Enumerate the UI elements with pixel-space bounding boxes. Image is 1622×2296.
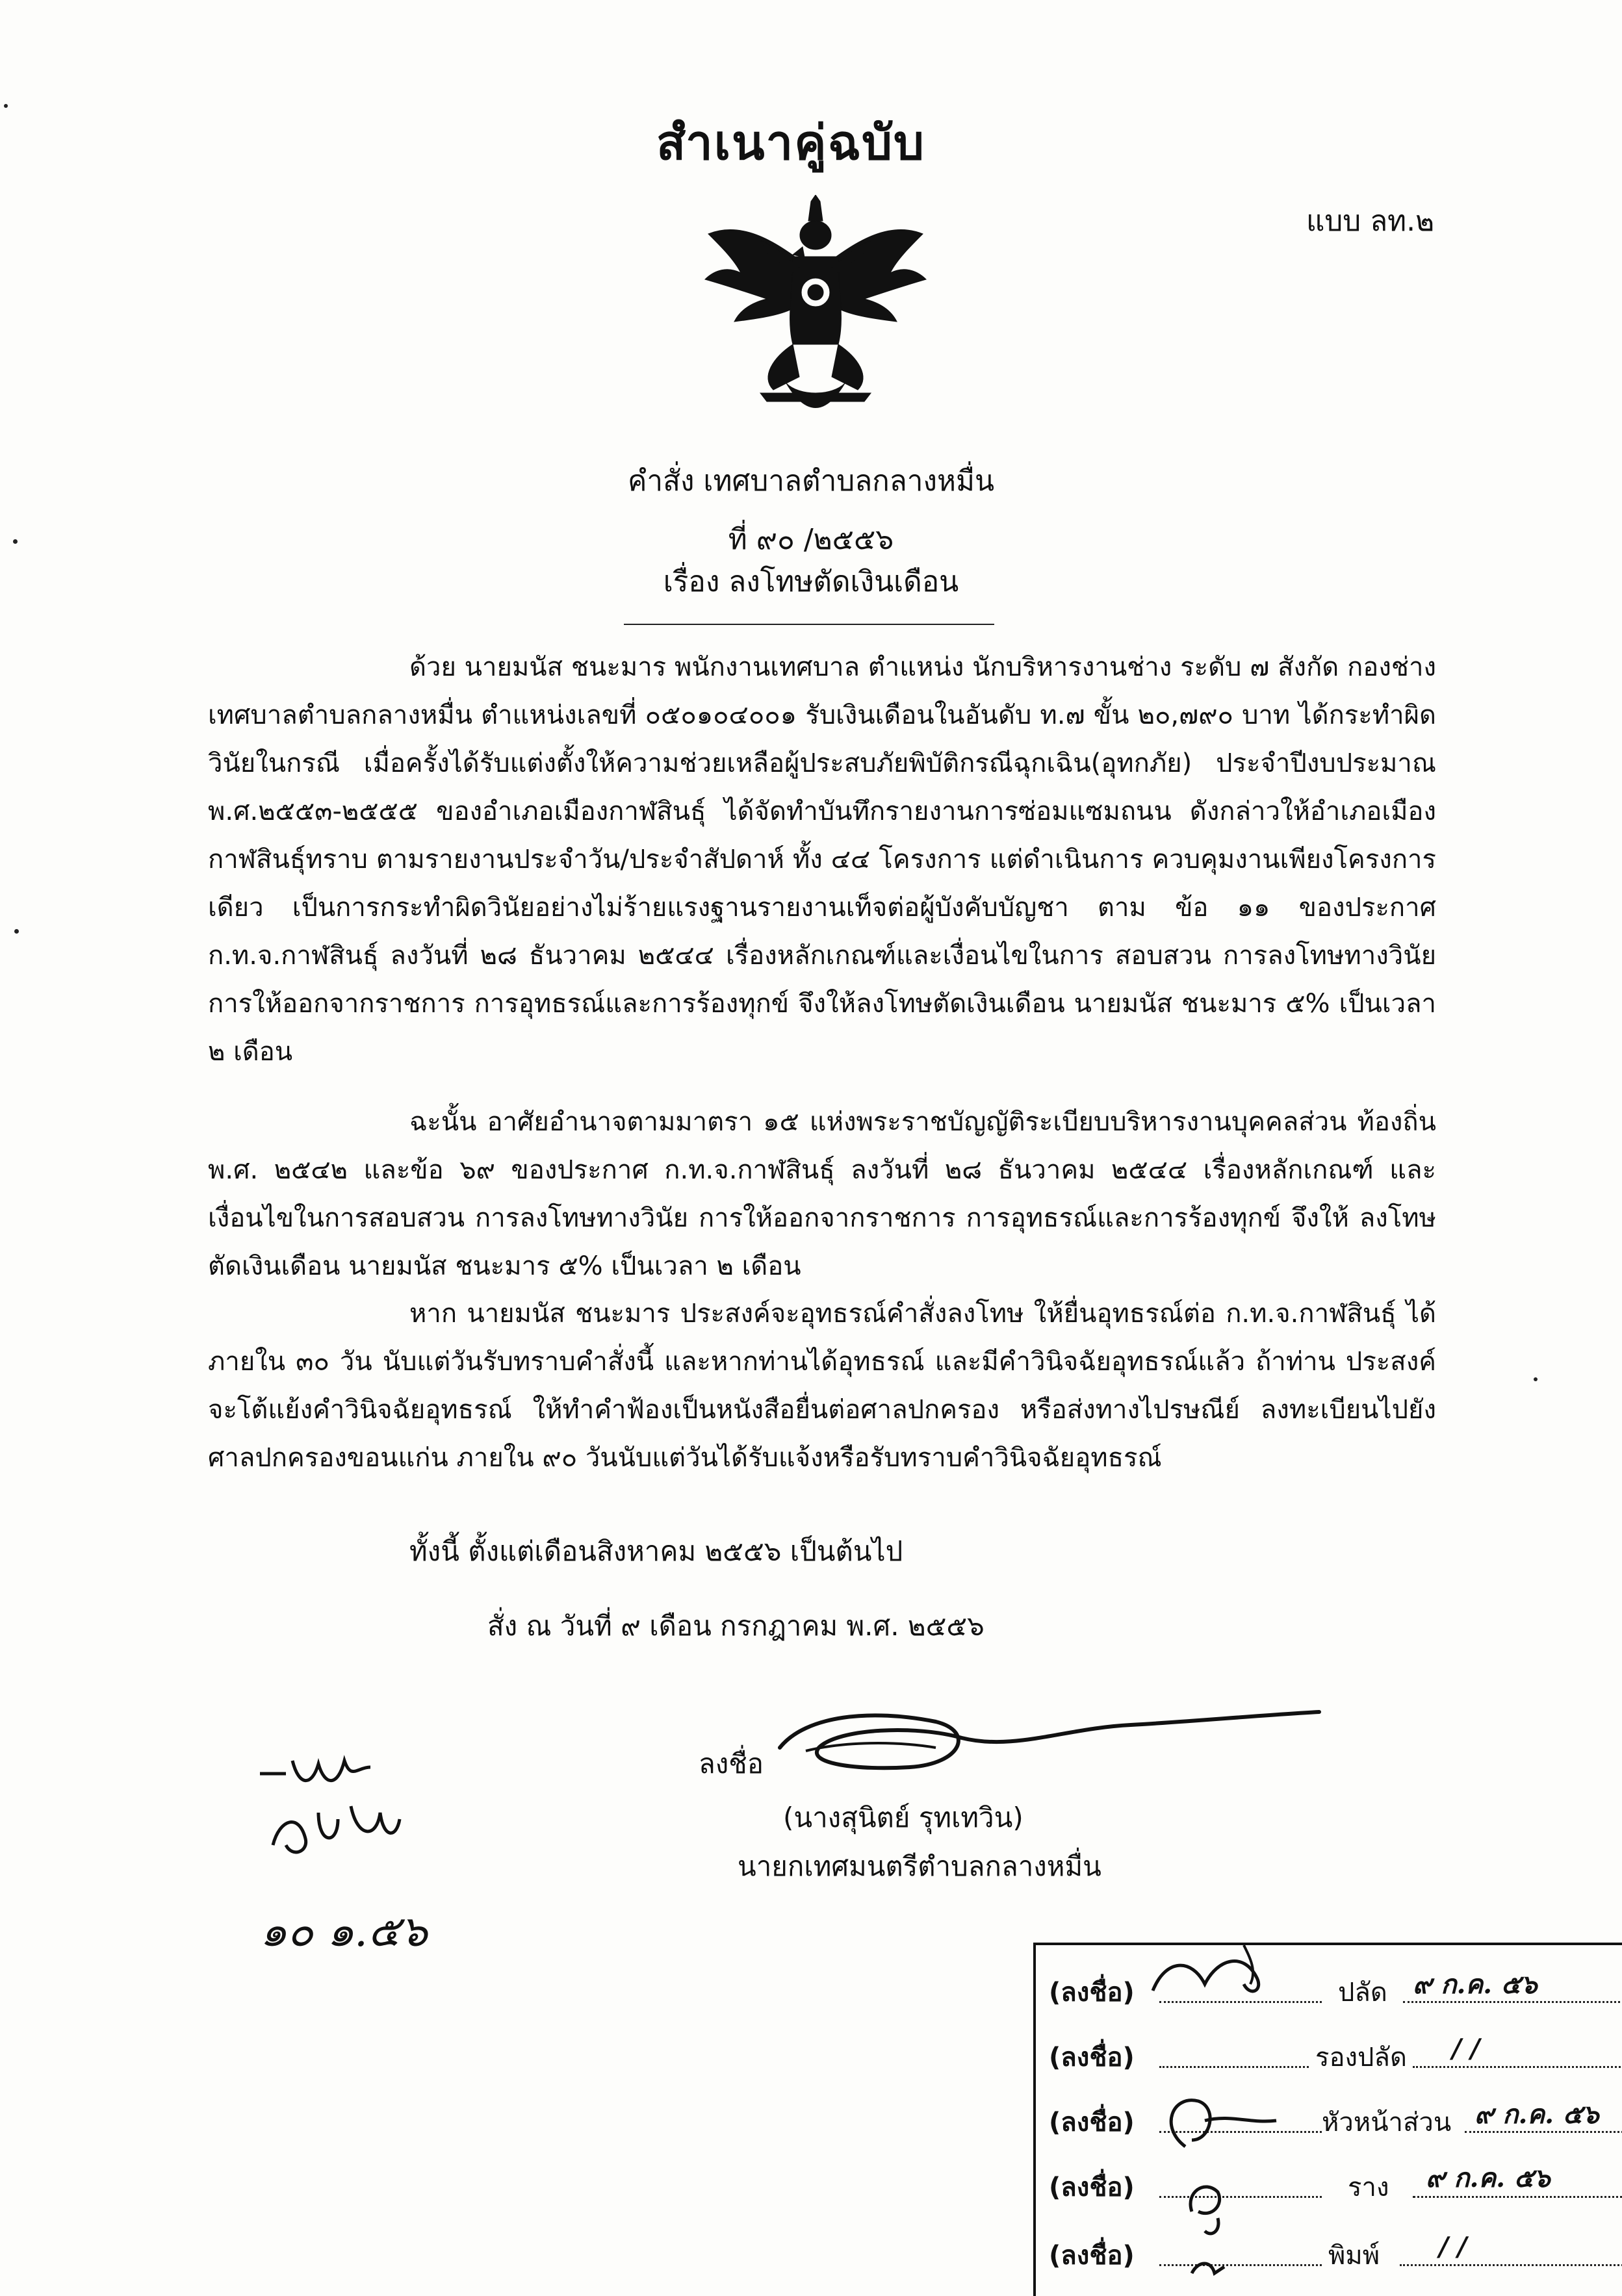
date-line (1413, 2066, 1621, 2068)
routing-row-deputy-clerk (1049, 1969, 1538, 2013)
copy-stamp-title: สำเนาคู่ฉบับ (656, 115, 926, 171)
routing-row-typist (1049, 2232, 1467, 2276)
effective-date-line: ทั้งนี้ ตั้งแต่เดือนสิงหาคม ๒๕๕๖ เป็นต้นไป (409, 1535, 903, 1567)
body-paragraph-1 (208, 643, 1436, 1076)
routing-handwritten-date: ๙ ก.ค. ๕๖ (1413, 1969, 1538, 2000)
body-paragraph-3 (208, 1290, 1436, 1482)
signature-label: ลงชื่อ (699, 1748, 764, 1779)
routing-label: (ลงชื่อ) (1049, 1978, 1135, 2008)
routing-signature-box (1033, 1943, 1622, 2296)
routing-row-drafter (1049, 2163, 1551, 2208)
handwritten-date: ๑๐ ๑.๕๖ (260, 1906, 428, 1956)
scan-speck (1534, 1377, 1538, 1381)
garuda-emblem-icon (695, 195, 936, 422)
signature-scribble-icon (767, 1702, 1326, 1787)
routing-title: หัวหน้าส่วน (1322, 2108, 1452, 2137)
routing-title: พิมพ์ (1328, 2241, 1380, 2271)
routing-label: (ลงชื่อ) (1049, 2108, 1135, 2137)
routing-title: ราง (1348, 2173, 1389, 2202)
routing-label: (ลงชื่อ) (1049, 2043, 1135, 2073)
issued-date-line: สั่ง ณ วันที่ ๙ เดือน กรกฎาคม พ.ศ. ๒๕๕๖ (487, 1610, 985, 1642)
routing-row-vice-clerk (1049, 2034, 1480, 2078)
routing-handwritten-date: / / (1439, 2232, 1467, 2262)
scan-speck (14, 929, 19, 934)
routing-label: (ลงชื่อ) (1049, 2241, 1135, 2271)
signer-position: นายกเทศมนตรีตำบลกลางหมื่น (738, 1850, 1101, 1882)
routing-handwritten-date: ๙ ก.ค. ๕๖ (1474, 2099, 1599, 2130)
order-number: ที่ ๙๐ /๒๕๕๖ (728, 523, 894, 556)
routing-label: (ลงชื่อ) (1049, 2173, 1135, 2202)
signer-name: (นางสุนิตย์ รุทเทวิน) (783, 1802, 1023, 1833)
scan-speck (4, 104, 8, 108)
routing-title: รองปลัด (1315, 2043, 1407, 2073)
routing-initials-icon (1146, 1945, 1328, 2296)
routing-row-division-head (1049, 2099, 1599, 2143)
paragraph-text: ฉะนั้น อาศัยอำนาจตามมาตรา ๑๕ แห่งพระราชบัญญัติระเบียบบริหารงานบุคคลส่วน ท้องถิ่น พ.ศ. ๒๕๔๒ และข้อ ๖๙ ของประกาศ ก.ท.จ.กาฬสินธุ์ ลงวันที่ ๒๘ ธันวาคม ๒๕๔๔ เรื่องหลักเกณฑ์ และเงื่อนไขในการสอบสวน การลงโทษทางวินัย การให้ออกจากราชการ การอุทธรณ์และการร้องทุกข์ จึงให้ ลงโทษตัดเงินเดือน นายมนัส ชนะมาร ๕% เป็นเวลา ๒ เดือน (208, 1107, 1436, 1281)
routing-title: ปลัด (1338, 1978, 1387, 2008)
order-subject: เรื่อง ลงโทษตัดเงินเดือน (663, 565, 959, 598)
header-divider (624, 624, 994, 625)
routing-handwritten-date: / / (1452, 2034, 1480, 2064)
body-paragraph-2 (208, 1098, 1436, 1290)
order-header: คำสั่ง เทศบาลตำบลกลางหมื่น (627, 465, 995, 498)
paragraph-text: หาก นายมนัส ชนะมาร ประสงค์จะอุทธรณ์คำสั่งลงโทษ ให้ยื่นอุทธรณ์ต่อ ก.ท.จ.กาฬสินธุ์ ได้ภายใน ๓๐ วัน นับแต่วันรับทราบคำสั่งนี้ และหากท่านได้อุทธรณ์ และมีคำวินิจฉัยอุทธรณ์แล้ว ถ้าท่าน ประสงค์จะโต้แย้งคำวินิจฉัยอุทธรณ์ ให้ทำคำฟ้องเป็นหนังสือยื่นต่อศาลปกครอง หรือส่งทางไปรษณีย์ ลงทะเบียนไปยังศาลปกครองขอนแก่น ภายใน ๙๐ วันนับแต่วันได้รับแจ้งหรือรับทราบคำวินิจฉัยอุทธรณ์ (208, 1299, 1436, 1473)
routing-handwritten-date: ๙ ก.ค. ๕๖ (1426, 2163, 1551, 2193)
paragraph-text: ด้วย นายมนัส ชนะมาร พนักงานเทศบาล ตำแหน่ง นักบริหารงานช่าง ระดับ ๗ สังกัด กองช่าง เทศบาลตำบลกลางหมื่น ตำแหน่งเลขที่ ๐๕๐๑๐๔๐๐๑ รับเงินเดือนในอันดับ ท.๗ ขั้น ๒๐,๗๙๐ บาท ได้กระทำผิดวินัยในกรณี เมื่อครั้งได้รับแต่งตั้งให้ความช่วยเหลือผู้ประสบภัยพิบัติกรณีฉุกเฉิน(อุทกภัย) ประจำปีงบประมาณ พ.ศ.๒๕๕๓-๒๕๕๕ ของอำเภอเมืองกาฬสินธุ์ ได้จัดทำบันทึกรายงานการซ่อมแซมถนน ดังกล่าวให้อำเภอเมืองกาฬสินธุ์ทราบ ตามรายงานประจำวัน/ประจำสัปดาห์ ทั้ง ๔๔ โครงการ แต่ดำเนินการ ควบคุมงานเพียงโครงการเดียว เป็นการกระทำผิดวินัยอย่างไม่ร้ายแรงฐานรายงานเท็จต่อผู้บังคับบัญชา ตาม ข้อ ๑๑ ของประกาศ ก.ท.จ.กาฬสินธุ์ ลงวันที่ ๒๘ ธันวาคม ๒๕๔๔ เรื่องหลักเกณฑ์และเงื่อนไขในการ สอบสวน การลงโทษทางวินัย การให้ออกจากราชการ การอุทธรณ์และการร้องทุกข์ จึงให้ลงโทษตัดเงินเดือน นายมนัส ชนะมาร ๕% เป็นเวลา ๒ เดือน (208, 652, 1437, 1067)
form-code: แบบ ลท.๒ (1306, 205, 1435, 238)
date-line (1400, 2264, 1622, 2266)
